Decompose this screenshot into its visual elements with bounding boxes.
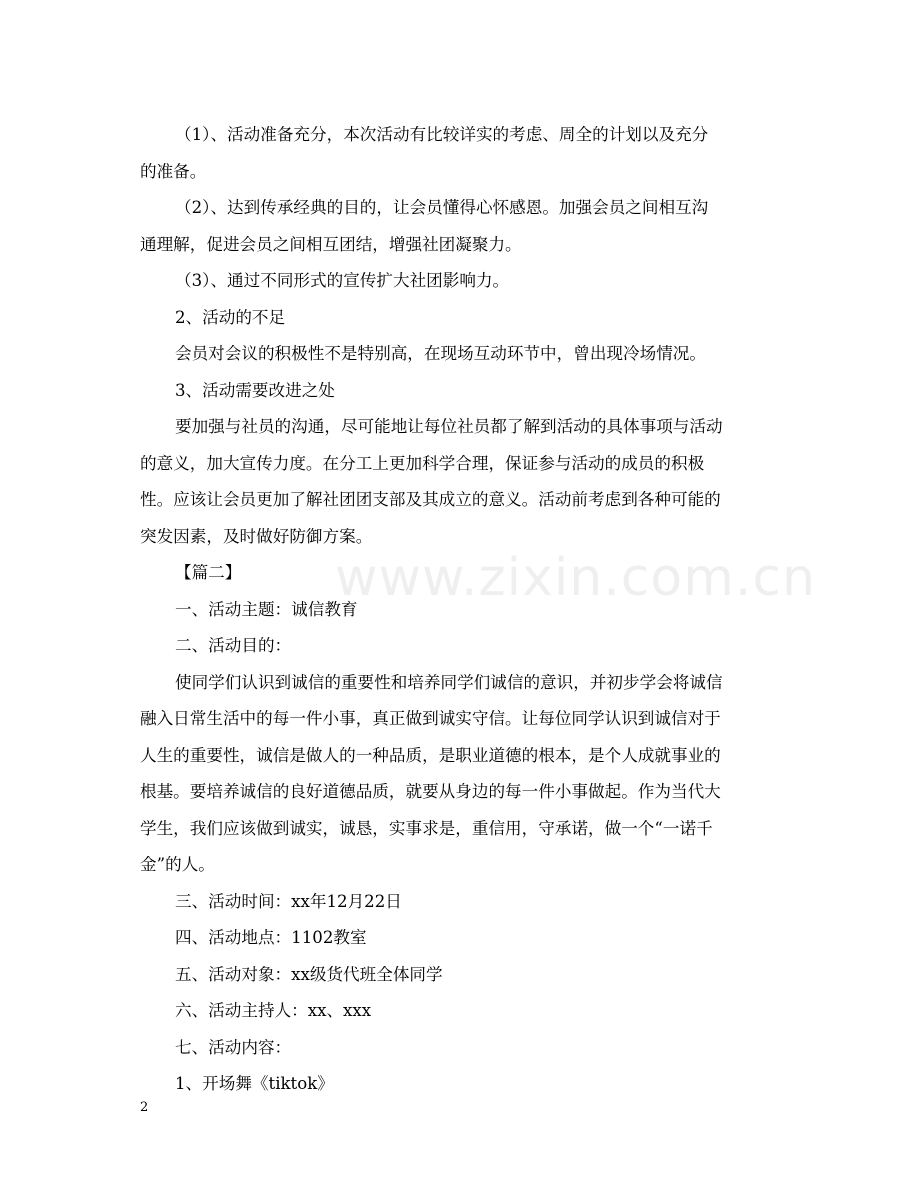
paragraph-line: 三、活动时间：xx年12月22日 [175, 891, 402, 911]
paragraph-line: 会员对会议的积极性不是特别高，在现场互动环节中，曾出现冷场情况。 [175, 344, 706, 363]
document-body [140, 117, 780, 1103]
paragraph-line: 要加强与社员的沟通，尽可能地让每位社员都了解到活动的具体事项与活动 [175, 417, 723, 436]
page-number: 2 [140, 1100, 149, 1115]
paragraph-line: （3）、通过不同形式的宣传扩大社团影响力。 [175, 271, 510, 290]
paragraph-line: 使同学们认识到诚信的重要性和培养同学们诚信的意识，并初步学会将诚信 [175, 672, 723, 692]
paragraph-line: 根基。要培养诚信的良好道德品质，就要从身边的每一件小事做起。作为当代大 [140, 782, 721, 801]
paragraph-line: 七、活动内容： [175, 1037, 292, 1057]
paragraph-line: 金”的人。 [140, 855, 215, 874]
watermark: www.zixin.com.cn [335, 548, 816, 608]
paragraph-line: 学生，我们应该做到诚实，诚恳，实事求是，重信用，守承诺，做一个“一诺千 [140, 818, 713, 838]
paragraph-line: 性。应该让会员更加了解社团团支部及其成立的意义。活动前考虑到各种可能的 [140, 490, 721, 509]
paragraph-line: 1、开场舞《tiktok》 [175, 1074, 334, 1093]
paragraph-line: 一、活动主题：诚信教育 [175, 599, 358, 619]
paragraph-line: 的准备。 [140, 161, 207, 181]
paragraph-line: 二、活动目的： [175, 636, 292, 655]
paragraph-line: 【篇二】 [175, 563, 242, 582]
paragraph-line: 通理解，促进会员之间相互团结，增强社团凝聚力。 [140, 234, 522, 254]
paragraph-line: （1）、活动准备充分，本次活动有比较详实的考虑、周全的计划以及充分 [175, 125, 709, 144]
paragraph-line: 四、活动地点：1102教室 [175, 928, 367, 947]
paragraph-line: 2、活动的不足 [175, 307, 286, 327]
paragraph-line: 3、活动需要改进之处 [175, 380, 335, 400]
paragraph-line: 六、活动主持人：xx、xxx [175, 1001, 372, 1020]
paragraph-line: 人生的重要性，诚信是做人的一种品质，是职业道德的根本，是个人成就事业的 [140, 745, 721, 765]
paragraph-line: 突发因素，及时做好防御方案。 [140, 526, 373, 546]
paragraph-line: 五、活动对象：xx级货代班全体同学 [175, 964, 443, 984]
paragraph-line: 融入日常生活中的每一件小事，真正做到诚实守信。让每位同学认识到诚信对于 [140, 709, 721, 728]
paragraph-line: 的意义，加大宣传力度。在分工上更加科学合理，保证参与活动的成员的积极 [140, 453, 705, 473]
paragraph-line: （2）、达到传承经典的目的，让会员懂得心怀感恩。加强会员之间相互沟 [175, 198, 709, 217]
